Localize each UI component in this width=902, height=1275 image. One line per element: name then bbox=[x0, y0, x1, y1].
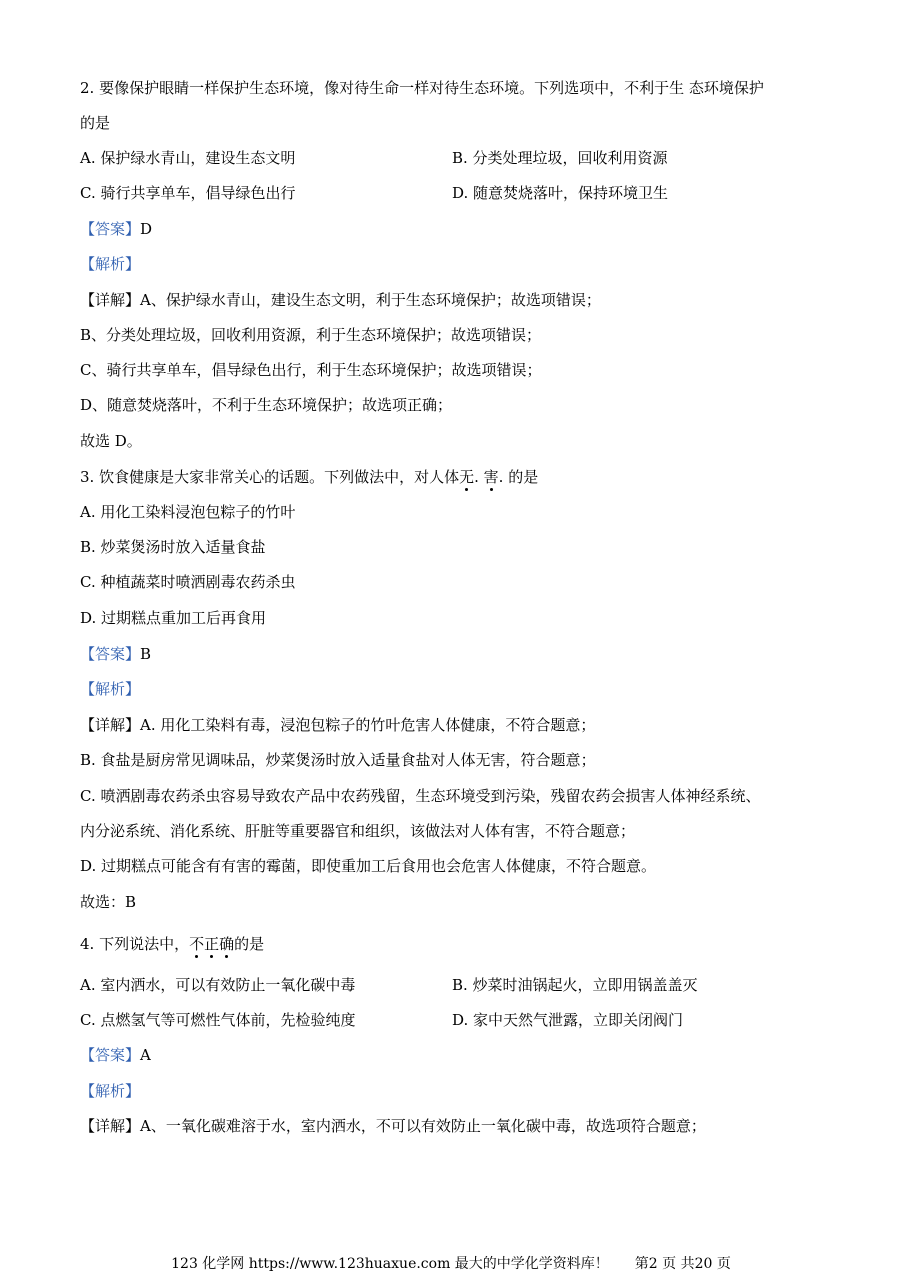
q4-answer bbox=[80, 1045, 151, 1065]
q4-stem-emph-2: 正 bbox=[204, 935, 220, 953]
q3-detail-a bbox=[80, 715, 595, 735]
q3-answer-value: B bbox=[140, 645, 152, 663]
q4-option-c: C. 点燃氢气等可燃性气体前，先检验纯度 bbox=[80, 1011, 356, 1029]
footer-site-text: 123 化学网 https://www.123huaxue.com 最大的中学化学资料库！ bbox=[171, 1256, 609, 1272]
q4-stem-start: 4. 下列说法中， bbox=[80, 935, 190, 953]
q2-answer-value: D bbox=[140, 220, 153, 238]
analysis-tag: 【解析】 bbox=[80, 680, 141, 698]
q4-stem-emph-1: 不 bbox=[189, 935, 205, 953]
detail-tag: 【详解】 bbox=[80, 1117, 141, 1135]
q3-stem: 3. 饮食健康是大家非常关心的话题。下列做法中，对人体无. 害. 的是 bbox=[80, 468, 539, 486]
q4-options-row1 bbox=[80, 975, 698, 995]
footer-page-number: 第2 页 共20 页 bbox=[634, 1256, 731, 1272]
q3-option-b: B. 炒菜煲汤时放入适量食盐 bbox=[80, 538, 266, 556]
q3-detail-b: B. 食盐是厨房常见调味品，炒菜煲汤时放入适量食盐对人体无害，符合题意； bbox=[80, 751, 596, 769]
q3-analysis bbox=[80, 679, 140, 699]
page-footer bbox=[0, 1253, 902, 1273]
q3-stem-end: 的是 bbox=[508, 468, 539, 486]
detail-tag: 【详解】 bbox=[80, 716, 141, 734]
detail-tag: 【详解】 bbox=[80, 291, 141, 309]
q4-stem bbox=[80, 934, 264, 954]
q2-analysis bbox=[80, 254, 140, 274]
q2-detail-a bbox=[80, 290, 601, 310]
answer-tag: 【答案】 bbox=[80, 645, 141, 663]
q2-detail-a-text: A、保护绿水青山，建设生态文明，利于生态环境保护；故选项错误； bbox=[140, 291, 601, 309]
answer-tag: 【答案】 bbox=[80, 220, 141, 238]
q3-stem-emph-2: 害 bbox=[483, 468, 499, 486]
q4-option-a: A. 室内洒水，可以有效防止一氧化碳中毒 bbox=[80, 976, 356, 994]
q2-detail-b: B、分类处理垃圾，回收利用资源，利于生态环境保护；故选项错误； bbox=[80, 326, 542, 344]
q3-answer bbox=[80, 644, 151, 664]
analysis-tag: 【解析】 bbox=[80, 1082, 141, 1100]
q2-detail-d: D、随意焚烧落叶，不利于生态环境保护；故选项正确； bbox=[80, 396, 453, 414]
q3-stem-emph-1: 无 bbox=[459, 468, 475, 486]
q2-option-c: C. 骑行共享单车，倡导绿色出行 bbox=[80, 184, 296, 202]
q4-analysis bbox=[80, 1081, 140, 1101]
analysis-tag: 【解析】 bbox=[80, 255, 141, 273]
q2-stem-line2: 的是 bbox=[80, 114, 111, 132]
q2-option-b: B. 分类处理垃圾，回收利用资源 bbox=[452, 149, 668, 167]
answer-tag: 【答案】 bbox=[80, 1046, 141, 1064]
q3-detail-d: D. 过期糕点可能含有有害的霉菌，即使重加工后食用也会危害人体健康，不符合题意。 bbox=[80, 857, 657, 875]
q2-option-d: D. 随意焚烧落叶，保持环境卫生 bbox=[452, 184, 669, 202]
q2-options-row1 bbox=[80, 148, 668, 168]
q2-stem-line1: 2. 要像保护眼睛一样保护生态环境，像对待生命一样对待生态环境。下列选项中，不利于生 态环境保护 bbox=[80, 79, 764, 97]
q3-conclusion: 故选：B bbox=[80, 893, 137, 911]
q2-detail-c: C、骑行共享单车，倡导绿色出行，利于生态环境保护；故选项错误； bbox=[80, 361, 542, 379]
q2-conclusion: 故选 D。 bbox=[80, 432, 142, 450]
q2-options-row2 bbox=[80, 183, 669, 203]
q4-stem-emph-3: 确 bbox=[219, 935, 235, 953]
q4-detail-a bbox=[80, 1116, 706, 1136]
q4-stem-end: 的是 bbox=[234, 935, 265, 953]
q4-detail-a-text: A、一氧化碳难溶于水，室内洒水，不可以有效防止一氧化碳中毒，故选项符合题意； bbox=[140, 1117, 706, 1135]
q4-options-row2 bbox=[80, 1010, 684, 1030]
q3-detail-c-line2: 内分泌系统、消化系统、肝脏等重要器官和组织，该做法对人体有害，不符合题意； bbox=[80, 822, 636, 840]
q2-answer bbox=[80, 219, 152, 239]
q3-option-c: C. 种植蔬菜时喷洒剧毒农药杀虫 bbox=[80, 573, 296, 591]
q3-option-a: A. 用化工染料浸泡包粽子的竹叶 bbox=[80, 503, 296, 521]
q4-answer-value: A bbox=[140, 1046, 151, 1064]
q4-option-b: B. 炒菜时油锅起火，立即用锅盖盖灭 bbox=[452, 976, 698, 994]
q3-option-d: D. 过期糕点重加工后再食用 bbox=[80, 609, 267, 627]
q2-option-a: A. 保护绿水青山，建设生态文明 bbox=[80, 149, 296, 167]
q3-detail-a-text: A. 用化工染料有毒，浸泡包粽子的竹叶危害人体健康，不符合题意； bbox=[140, 716, 596, 734]
q4-option-d: D. 家中天然气泄露，立即关闭阀门 bbox=[452, 1011, 684, 1029]
q3-stem-start: 3. 饮食健康是大家非常关心的话题。下列做法中，对人体 bbox=[80, 468, 460, 486]
q3-detail-c-line1: C. 喷洒剧毒农药杀虫容易导致农产品中农药残留，生态环境受到污染，残留农药会损害人体神经系统、 bbox=[80, 787, 761, 805]
